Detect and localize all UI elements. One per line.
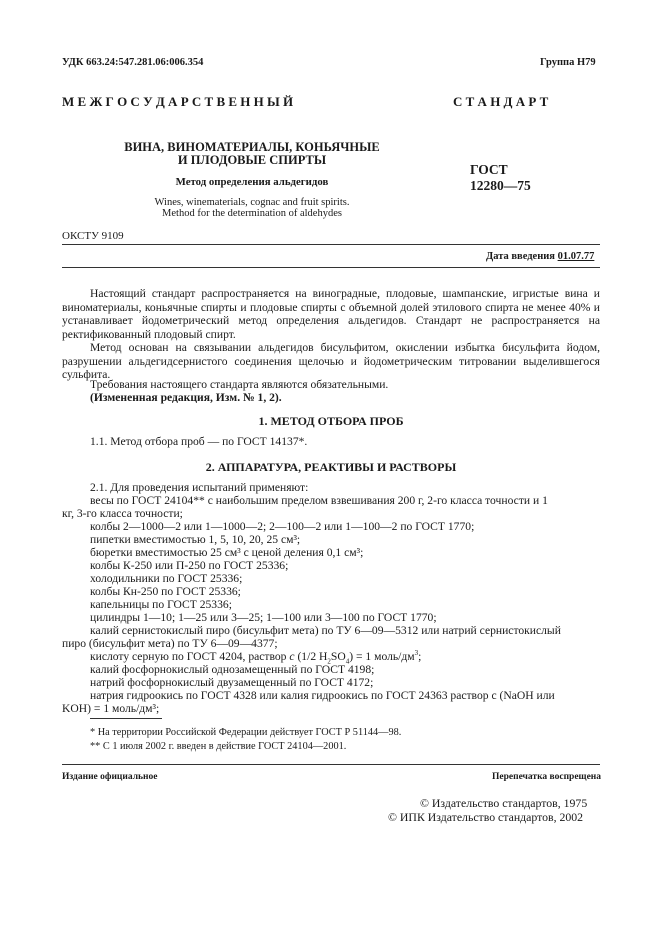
acid-text-a: кислоту серную по ГОСТ 4204, раствор bbox=[90, 650, 290, 663]
oksu-code: ОКСТУ 9109 bbox=[62, 230, 124, 242]
official-edition: Издание официальное bbox=[62, 772, 158, 782]
banner-left: М Е Ж Г О С У Д А Р С Т В Е Н Н Ы Й bbox=[62, 94, 294, 109]
english-title-2: Method for the determination of aldehydes bbox=[162, 208, 342, 219]
item-naoh-a: натрия гидроокись по ГОСТ 4328 или калия гидроокись по ГОСТ 24363 раствор c (NaOH или bbox=[90, 689, 555, 702]
item-naoh-b: KOH) = 1 моль/дм³; bbox=[62, 702, 160, 715]
item-coolers: холодильники по ГОСТ 25336; bbox=[90, 572, 243, 585]
gost-label: ГОСТ bbox=[470, 162, 508, 177]
acid-sup: 3 bbox=[414, 649, 419, 658]
method-title: Метод определения альдегидов bbox=[175, 176, 329, 188]
acid-text-b: (1/2 H bbox=[294, 650, 328, 663]
acid-sub-1: 2 bbox=[327, 657, 331, 666]
copyright-1: © Издательство стандартов, 1975 bbox=[420, 796, 588, 810]
acid-tail: ; bbox=[418, 650, 422, 663]
banner-right: С Т А Н Д А Р Т bbox=[453, 94, 549, 109]
amendment-note: (Измененная редакция, Изм. № 1, 2). bbox=[90, 391, 282, 404]
date-label: Дата введения bbox=[486, 251, 555, 262]
item-droppers: капельницы по ГОСТ 25336; bbox=[90, 598, 232, 611]
acid-end: ) = 1 моль/дм bbox=[349, 650, 415, 663]
section-2-heading: 2. АППАРАТУРА, РЕАКТИВЫ И РАСТВОРЫ bbox=[205, 460, 457, 474]
item-acid bbox=[90, 650, 600, 664]
item-cylinders: цилиндры 1—10; 1—25 или 3—25; 1—100 или 3—100 по ГОСТ 1770; bbox=[90, 611, 437, 624]
item-scales-a: весы по ГОСТ 24104** с наибольшим пределом взвешивания 200 г, 2-го класса точности и 1 bbox=[90, 494, 548, 507]
rule-top bbox=[62, 244, 600, 245]
rule-footer bbox=[62, 764, 600, 765]
gost-number: 12280—75 bbox=[470, 178, 531, 193]
rule-date bbox=[62, 267, 600, 268]
copyright-2: © ИПК Издательство стандартов, 2002 bbox=[388, 810, 584, 824]
item-flasks: колбы 2—1000—2 или 1—1000—2; 2—100—2 или 1—100—2 по ГОСТ 1770; bbox=[90, 520, 475, 533]
item-scales-b: кг, 3-го класса точности; bbox=[62, 507, 183, 520]
title-line-1: ВИНА, ВИНОМАТЕРИАЛЫ, КОНЬЯЧНЫЕ bbox=[124, 140, 380, 154]
item-burettes: бюретки вместимостью 25 см³ с ценой деления 0,1 см³; bbox=[90, 546, 364, 559]
udk-code: УДК 663.24:547.281.06:006.354 bbox=[62, 57, 204, 68]
acid-so: SO bbox=[330, 650, 346, 663]
section-2-intro: 2.1. Для проведения испытаний применяют: bbox=[90, 481, 309, 494]
item-naphos: натрий фосфорнокислый двузамещенный по ГОСТ 4172; bbox=[90, 676, 374, 689]
intro-paragraph-2: Метод основан на связывании альдегидов бисульфитом, окислении избытка бисульфита йодом, разрушении альдегидсернистого соединения щелочью и йодометрическим титровании выделившегося сульфита. bbox=[62, 341, 600, 382]
footnote-separator bbox=[90, 718, 162, 719]
acid-sub-2: 4 bbox=[345, 657, 350, 666]
item-pyro-b: пиро (бисульфит мета) по ТУ 6—09—4377; bbox=[62, 637, 278, 650]
group-code: Группа Н79 bbox=[540, 57, 596, 68]
footnote-2: ** С 1 июля 2002 г. введен в действие ГОСТ 24104—2001. bbox=[90, 741, 347, 752]
footnote-1: * На территории Российской Федерации действует ГОСТ Р 51144—98. bbox=[90, 727, 402, 738]
title-line-2: И ПЛОДОВЫЕ СПИРТЫ bbox=[177, 153, 327, 167]
item-flasks-k: колбы К-250 или П-250 по ГОСТ 25336; bbox=[90, 559, 289, 572]
acid-c: c bbox=[289, 650, 295, 663]
intro-paragraph-1: Настоящий стандарт распространяется на виноградные, плодовые, шампанские, игристые вина и виноматериалы, коньячные спирты и плодовые спирты с объемной долей этилового спирта не менее 40% и устанавливает йодометрический метод определения альдегидов. Стандарт не распространяется на ректификованный плодовый спирт. bbox=[62, 287, 600, 341]
section-1-heading: 1. МЕТОД ОТБОРА ПРОБ bbox=[258, 414, 404, 428]
item-pipettes: пипетки вместимостью 1, 5, 10, 20, 25 см³; bbox=[90, 533, 301, 546]
date-introduced bbox=[486, 251, 594, 262]
date-value: 01.07.77 bbox=[557, 251, 595, 262]
intro-paragraph-3: Требования настоящего стандарта являются обязательными. bbox=[90, 378, 389, 391]
item-flasks-kn: колбы Кн-250 по ГОСТ 25336; bbox=[90, 585, 241, 598]
section-1-item: 1.1. Метод отбора проб — по ГОСТ 14137*. bbox=[90, 435, 308, 448]
reprint-prohibited: Перепечатка воспрещена bbox=[492, 772, 602, 782]
english-title-1: Wines, winematerials, cognac and fruit spirits. bbox=[154, 197, 350, 208]
item-kphos: калий фосфорнокислый однозамещенный по ГОСТ 4198; bbox=[90, 663, 375, 676]
item-pyro-a: калий сернистокислый пиро (бисульфит мета) по ТУ 6—09—5312 или натрий сернистокислый bbox=[90, 624, 561, 637]
